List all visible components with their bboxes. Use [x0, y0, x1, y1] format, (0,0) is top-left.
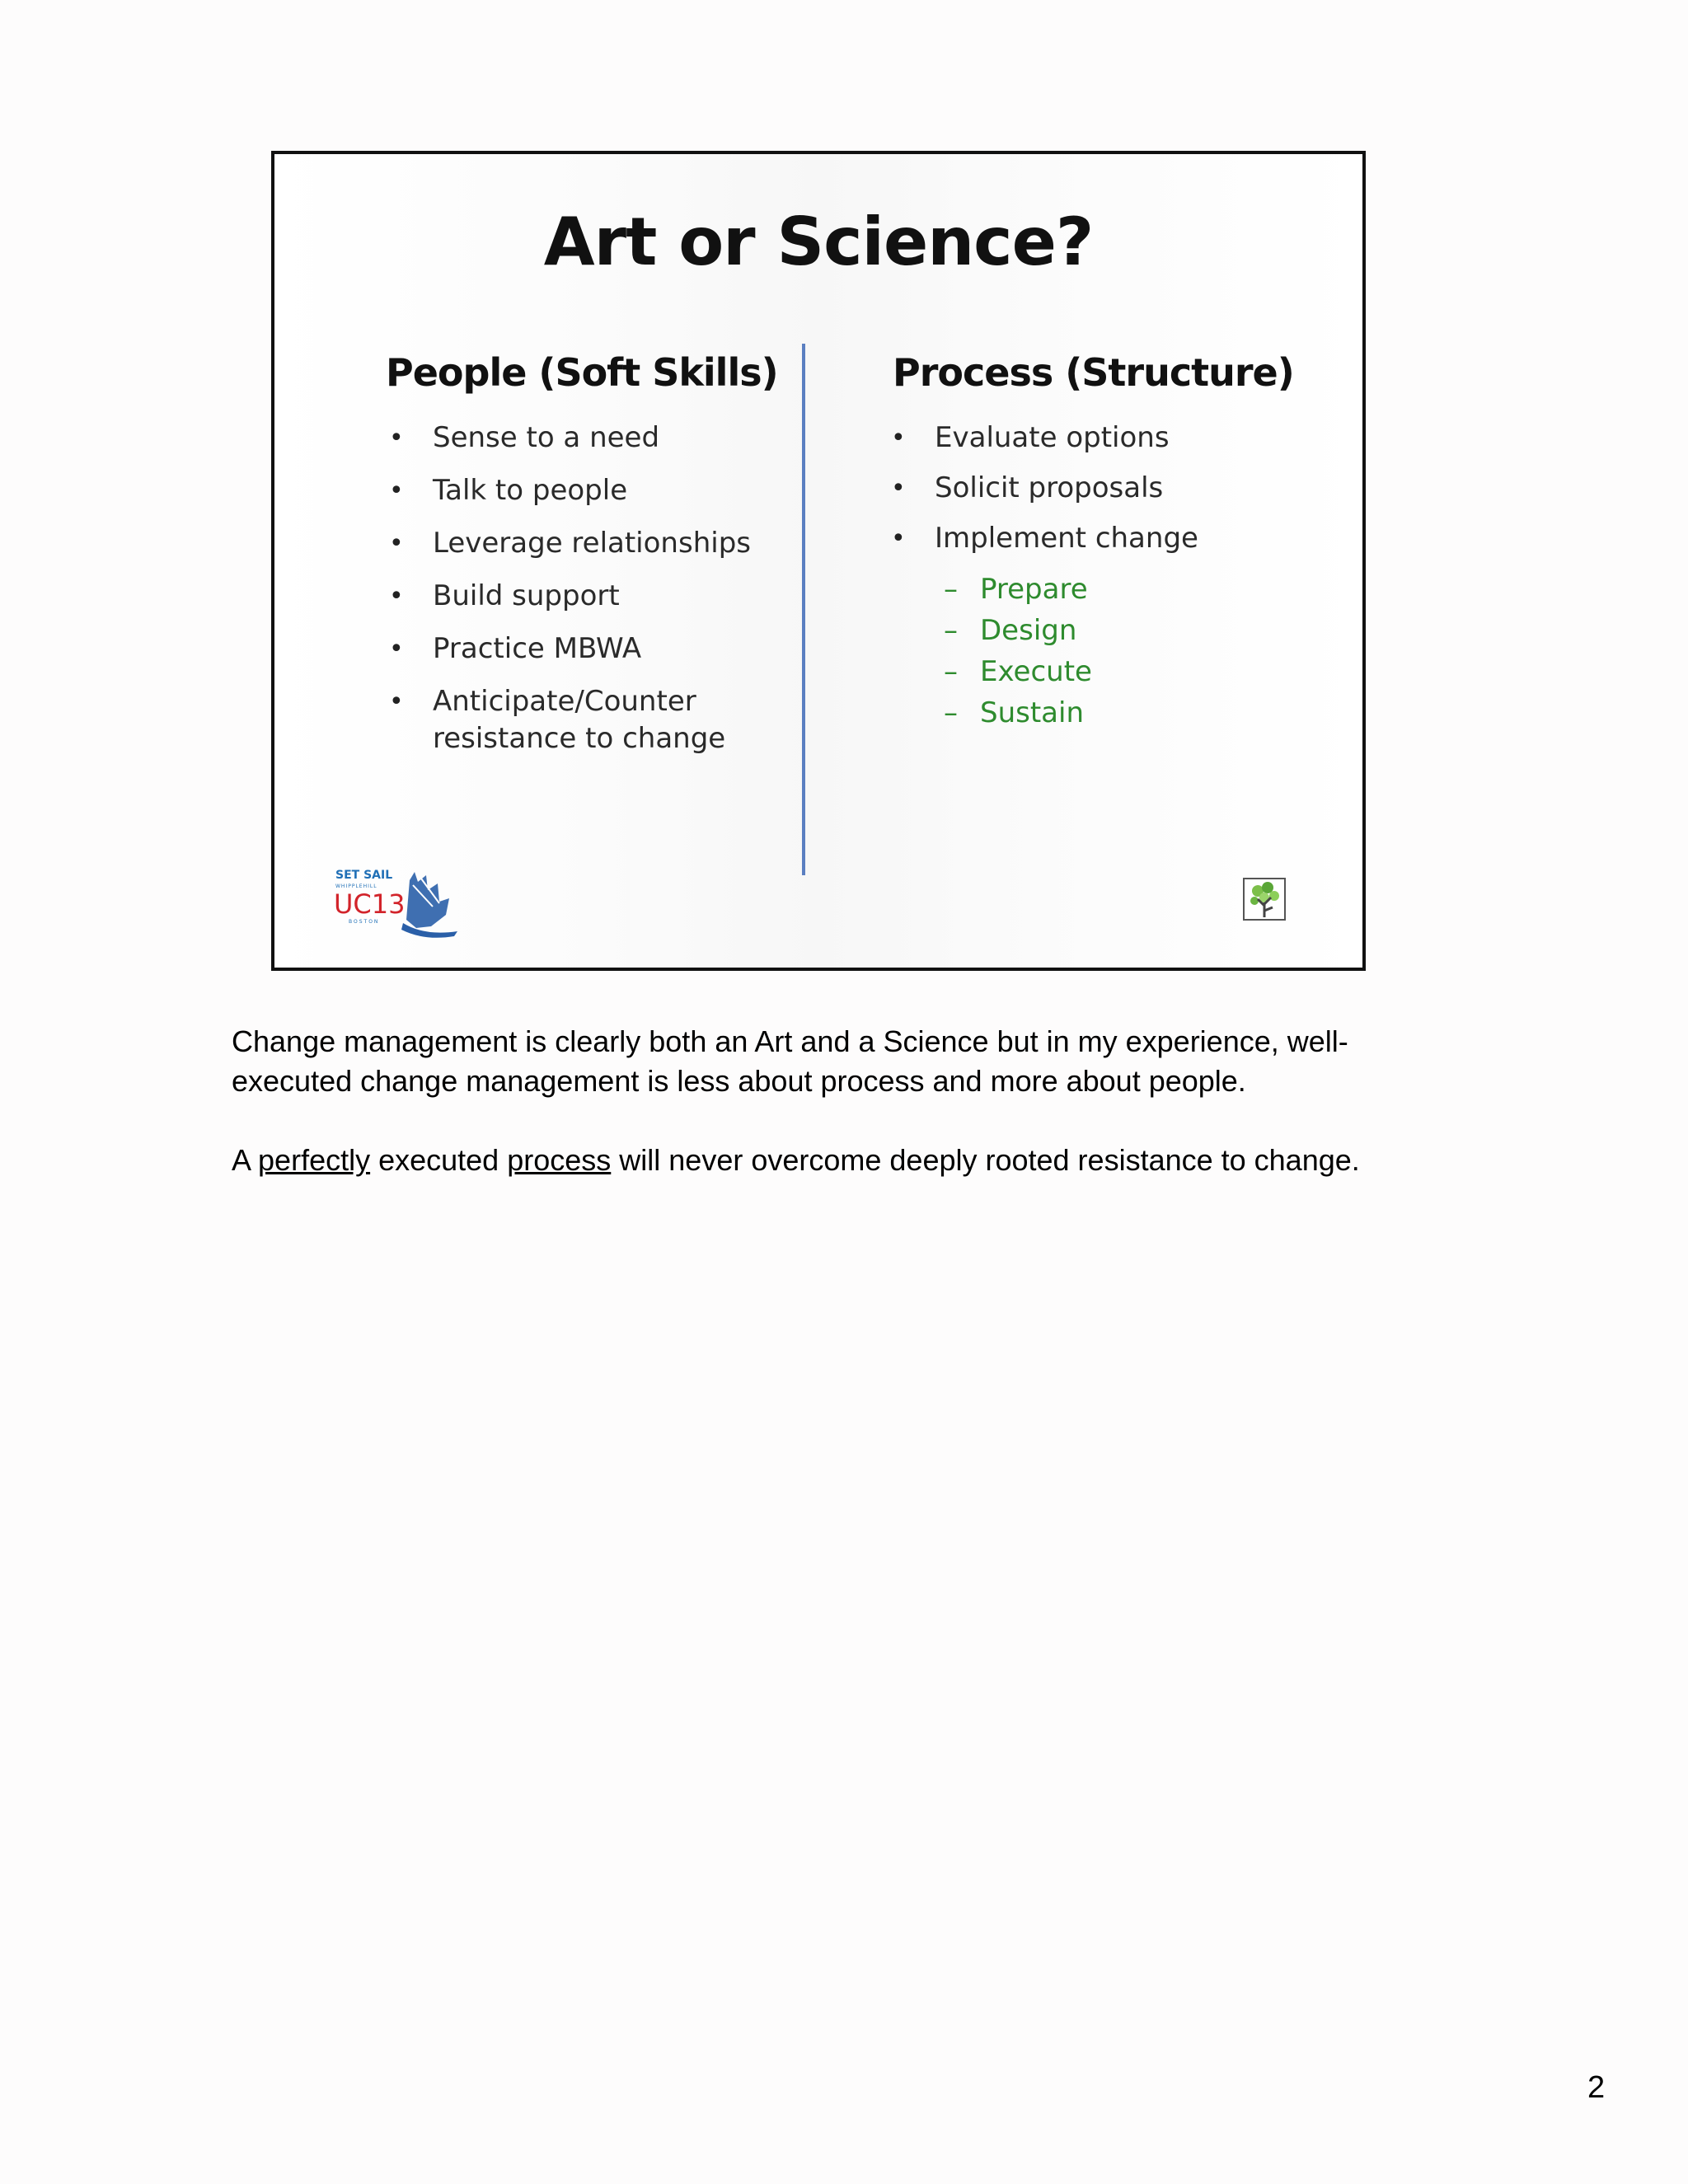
bullet-icon: •: [389, 424, 404, 452]
logo-uc13: UC13: [334, 888, 406, 920]
list-item: • Practice MBWA: [389, 630, 779, 668]
bullet-icon: •: [891, 424, 906, 452]
right-column-heading: Process (Structure): [893, 350, 1294, 395]
bullet-icon: •: [389, 582, 404, 611]
left-column-heading: People (Soft Skills): [386, 350, 778, 395]
list-item: – Design: [944, 610, 1092, 651]
right-bullet-list: [891, 419, 1198, 570]
speaker-notes: [232, 1022, 1402, 1180]
bullet-icon: •: [389, 687, 404, 716]
bullet-icon: •: [389, 476, 404, 505]
list-item: • Solicit proposals: [891, 470, 1198, 507]
tree-logo-icon: [1243, 878, 1286, 921]
list-item: • Anticipate/Counter resistance to change: [389, 685, 726, 755]
list-item: • Leverage relationships: [389, 525, 779, 562]
list-item: – Sustain: [944, 692, 1092, 733]
dash-icon: –: [944, 614, 958, 647]
list-item: – Prepare: [944, 569, 1092, 610]
logo-set-sail: SET SAIL: [335, 869, 393, 882]
bullet-icon: •: [891, 524, 906, 553]
uc13-logo-icon: [334, 865, 466, 940]
list-item: • Sense to a need: [389, 419, 779, 457]
left-bullet-list: [389, 419, 779, 773]
notes-paragraph-1: Change management is clearly both an Art and a Science but in my experience, well-executed change management is less about process and more about people.: [232, 1024, 1348, 1098]
list-item: • Build support: [389, 578, 779, 615]
dash-icon: –: [944, 655, 958, 688]
slide-title: Art or Science?: [543, 204, 1094, 280]
page-number: 2: [1587, 2070, 1606, 2105]
bullet-icon: •: [389, 635, 404, 663]
bullet-icon: •: [891, 474, 906, 503]
underlined-word-process: process: [507, 1143, 612, 1177]
underlined-word-perfectly: perfectly: [258, 1143, 371, 1177]
notes-paragraph-2: A perfectly executed process will never overcome deeply rooted resistance to change.: [232, 1143, 1360, 1177]
list-item: • Talk to people: [389, 472, 779, 509]
bullet-icon: •: [389, 529, 404, 558]
logo-whipplehill: WHIPPLEHILL: [335, 883, 377, 889]
logo-boston: BOSTON: [349, 919, 380, 925]
list-item: – Execute: [944, 651, 1092, 692]
slide-image: [271, 151, 1366, 971]
dash-icon: –: [944, 696, 958, 729]
list-item: • Implement change: [891, 520, 1198, 557]
sub-bullet-list: [944, 569, 1092, 733]
dash-icon: –: [944, 573, 958, 606]
list-item: • Evaluate options: [891, 419, 1198, 457]
ship-icon: [401, 872, 457, 938]
column-divider: [802, 344, 805, 875]
